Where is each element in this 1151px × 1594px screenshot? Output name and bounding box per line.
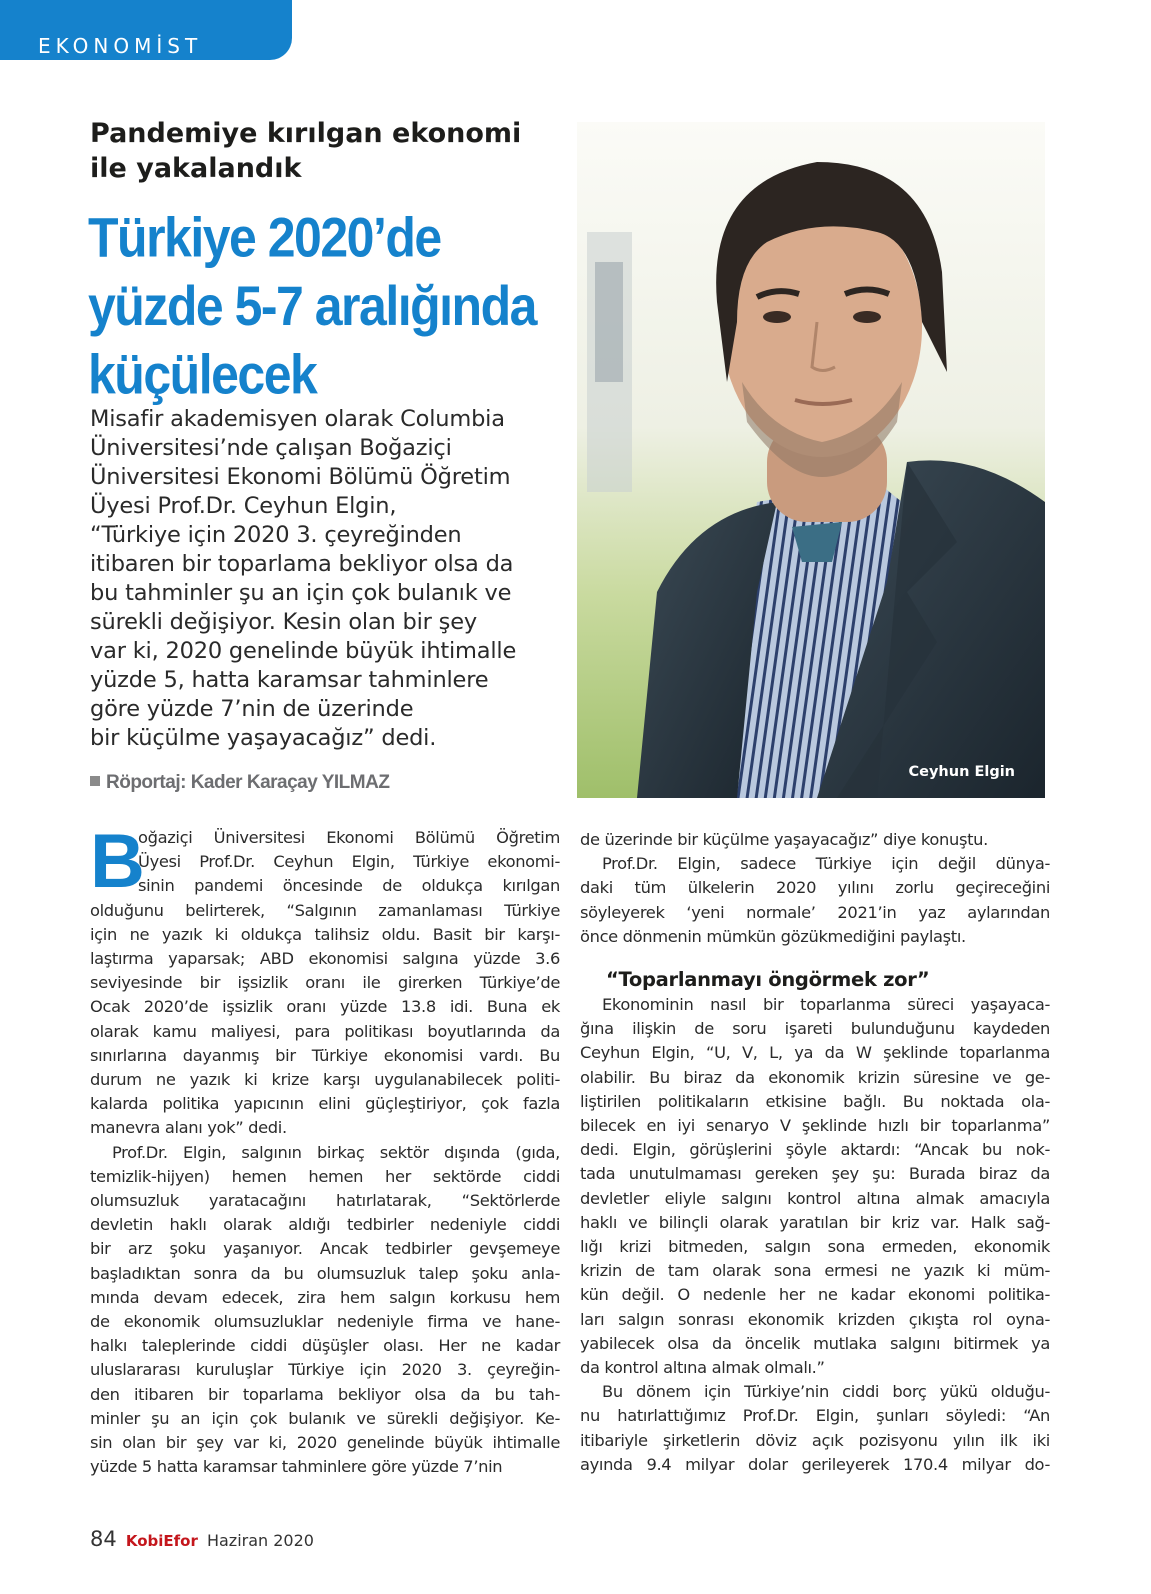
photo-caption: Ceyhun Elgin: [908, 764, 1015, 780]
intro-line: var ki, 2020 genelinde büyük ihtimalle: [90, 638, 517, 664]
body-line: halkı taleplerinde ciddi düşüşler olası. Her ne kadar: [90, 1336, 560, 1356]
intro-line: Üyesi Prof.Dr. Ceyhun Elgin,: [90, 493, 397, 519]
body-line: nu hatırlattığımız Prof.Dr. Elgin, şunları söyledi: “An: [580, 1406, 1050, 1426]
body-line: haklı ve bilinçli olarak yaratılan bir kriz var. Halk sağ-: [580, 1212, 1050, 1232]
body-line: Üyesi Prof.Dr. Ceyhun Elgin, Türkiye ekonomi-: [138, 852, 560, 872]
byline-text: Röportaj: Kader Karaçay YILMAZ: [106, 772, 390, 793]
body-line: olabilir. Bu biraz da ekonomik krizin süresine ve ge-: [580, 1067, 1050, 1087]
body-line: yüzde 5 hatta karamsar tahminlere göre yüzde 7’nin: [90, 1457, 503, 1477]
body-line: Ocak 2020’de işsizlik oranı yüzde 13.8 idi. Buna ek: [90, 997, 560, 1017]
page-footer: [90, 1527, 314, 1551]
headline-line: küçülecek: [88, 342, 317, 406]
body-line: ları salgın sonrası ekonomik krizden çıkışta rol oyna-: [580, 1309, 1050, 1329]
body-line: itibariyle şirketlerin döviz açık pozisyonu yılın ilk iki: [580, 1430, 1050, 1450]
intro-line: yüzde 5, hatta karamsar tahminlere: [90, 667, 489, 693]
intro-line: bu tahminler şu an için çok bulanık ve: [90, 580, 512, 606]
section-tab: [0, 0, 292, 60]
body-line: den itibaren bir toparlama bekliyor olsa da bu tah-: [90, 1384, 560, 1404]
intro-line: Misafir akademisyen olarak Columbia: [90, 406, 505, 432]
intro-line: Üniversitesi Ekonomi Bölümü Öğretim: [90, 464, 511, 490]
body-line: devletler eliyle salgını kontrol altına almak amacıyla: [580, 1188, 1050, 1208]
body-line: Prof.Dr. Elgin, salgının birkaç sektör dışında (gıda,: [112, 1142, 560, 1162]
body-line: ayında 9.4 milyar dolar gerileyerek 170.4 milyar do-: [580, 1454, 1050, 1474]
body-line: de üzerinde bir küçülme yaşayacağız” diye konuştu.: [580, 830, 988, 849]
body-line: sinin pandemi öncesinde de oldukça kırılgan: [138, 876, 560, 896]
body-line: olumsuzluk yaratacağını hatırlatarak, “Sektörlerde: [90, 1191, 560, 1211]
intro-line: göre yüzde 7’nin de üzerinde: [90, 696, 414, 722]
issue-date: Haziran 2020: [206, 1531, 314, 1550]
byline: [90, 772, 389, 794]
drop-cap: B: [90, 819, 145, 904]
article-kicker: Pandemiye kırılgan ekonomi ile yakalandık: [90, 118, 522, 184]
body-line: dedi. Elgin, görüşlerini şöyle aktardı: “Ancak bu nok-: [580, 1140, 1050, 1160]
intro-line: “Türkiye için 2020 3. çeyreğinden: [90, 522, 462, 548]
body-line: durum ne yazık ki krize karşı uygulanabilecek politi-: [90, 1070, 560, 1090]
body-line: kün değil. O nedenle her ne kadar ekonomi politika-: [580, 1285, 1050, 1305]
body-line: Prof.Dr. Elgin, sadece Türkiye için değil dünya-: [602, 854, 1050, 874]
body-line: laştırma yaparsak; ABD ekonomisi salgına yüzde 3.6: [90, 949, 560, 969]
body-line: devletin haklı olarak aldığı tedbirler nedeniyle ciddi: [90, 1215, 560, 1235]
intro-line: sürekli değişiyor. Kesin olan bir şey: [90, 609, 477, 635]
bullet-square-icon: [90, 776, 100, 786]
body-line: seviyesinde bir işsizlik oranı ile girerken Türkiye’de: [90, 973, 560, 993]
body-line: liştirilen politikaların etkisine bağlı. Bu noktada ola-: [580, 1091, 1050, 1111]
body-line: bilecek en iyi senaryo V şeklinde hızlı bir toparlanma”: [580, 1116, 1050, 1136]
body-line: sınırlarına dayanmış bir Türkiye ekonomisi vardı. Bu: [90, 1045, 560, 1065]
body-line: ğına ilişkin de soru işareti bulunduğunu kaydeden: [580, 1019, 1050, 1039]
body-line: söyleyerek ‘yeni normale’ 2021’in yaz aylarından: [580, 902, 1050, 922]
body-line: Ceyhun Elgin, “U, V, L, ya da W şeklinde toparlanma: [580, 1043, 1050, 1063]
intro-line: Üniversitesi’nde çalışan Boğaziçi: [90, 435, 452, 461]
article-intro: [90, 405, 565, 753]
body-line: başladıktan sonra da bu olumsuzluk talep şoku anla-: [90, 1263, 560, 1283]
intro-line: bir küçülme yaşayacağız” dedi.: [90, 725, 437, 751]
body-line: olduğunu belirterek, “Salgının zamanlaması Türkiye: [90, 900, 560, 920]
body-line: önce dönmenin mümkün gözükmediğini paylaştı.: [580, 926, 966, 946]
body-line: için ne yazık ki oldukça talihsiz oldu. Basit bir karşı-: [90, 924, 560, 944]
body-line: bir arz şoku yaşanıyor. Ancak tedbirler gevşemeye: [90, 1239, 560, 1259]
page-number: 84: [90, 1527, 117, 1551]
section-label: EKONOMİST: [38, 34, 203, 58]
body-line: olarak kamu maliyesi, para politikası boyutlarında da: [90, 1021, 560, 1041]
body-line: Ekonominin nasıl bir toparlanma süreci yaşayaca-: [602, 995, 1050, 1015]
article-headline: [88, 204, 568, 409]
body-line: krizin de tam olarak sona ermesi ne yazık ki müm-: [580, 1261, 1050, 1281]
body-line: yabilecek olsa da öncelik mutlaka salgını bitirmek ya: [580, 1333, 1050, 1353]
body-line: uluslararası kuruluşlar Türkiye için 2020 3. çeyreğin-: [90, 1360, 560, 1380]
portrait-photo: [577, 122, 1045, 798]
body-line: minler şu an için çok bulanık ve sürekli değişiyor. Ke-: [90, 1408, 560, 1428]
subheading: “Toparlanmayı öngörmek zor”: [606, 968, 930, 992]
body-line: daki tüm ülkelerin 2020 yılını zorlu geçireceğini: [580, 878, 1050, 898]
body-line: de ekonomik olumsuzluklar nedeniyle firma ve hane-: [90, 1312, 560, 1332]
headline-line: yüzde 5-7 aralığında: [88, 274, 536, 338]
body-line: sin olan bir şey var ki, 2020 genelinde büyük ihtimalle: [90, 1433, 560, 1453]
body-line: lığı krizi bitmeden, salgın sona ermeden, ekonomik: [580, 1237, 1050, 1257]
body-line: Bu dönem için Türkiye’nin ciddi borç yükü olduğu-: [602, 1382, 1050, 1402]
intro-line: itibaren bir toparlama bekliyor olsa da: [90, 551, 514, 577]
body-line: mında devam edecek, zira hem salgın korkusu hem: [90, 1287, 560, 1307]
body-line: temizlik-hijyen) hemen hemen her sektörde ciddi: [90, 1166, 560, 1186]
body-line: kalarda politika yapıcının elini güçleştiriyor, çok fazla: [90, 1094, 560, 1114]
portrait-illustration: [577, 122, 1045, 798]
body-line: tada unutulmaması gereken şey şu: Burada biraz da: [580, 1164, 1050, 1184]
body-column-left: [90, 819, 560, 1479]
body-line: oğaziçi Üniversitesi Ekonomi Bölümü Öğretim: [138, 828, 560, 847]
body-line: manevra alanı yok” dedi.: [90, 1118, 287, 1138]
body-column-right: [580, 828, 1050, 1477]
body-line: da kontrol altına almak olmalı.”: [580, 1358, 825, 1378]
headline-line: Türkiye 2020’de: [88, 206, 441, 269]
magazine-name: KobiEfor: [125, 1532, 198, 1550]
